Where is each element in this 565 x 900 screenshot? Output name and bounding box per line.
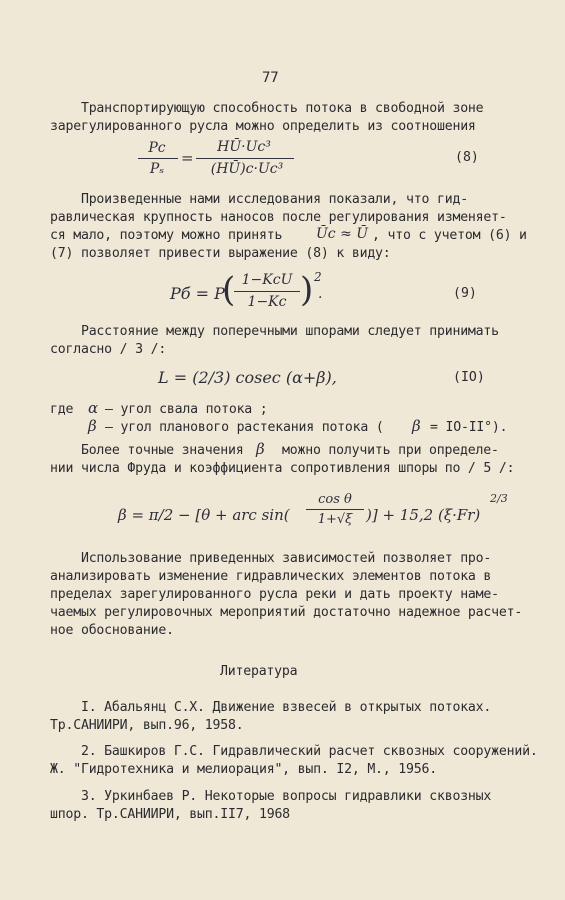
paragraph-5-line-2: анализировать изменение гидравлических элементов потока в (50, 569, 492, 584)
eq9-fraction-bar (234, 291, 300, 292)
eq9-period: . (318, 286, 323, 302)
where-beta-symbol-2: β (412, 417, 421, 435)
eq8-rhs-fraction-bar (196, 158, 294, 159)
paragraph-4-line-2: нии числа Фруда и коэффициента сопротивления шпоры по / 5 /: (50, 461, 515, 476)
paragraph-1-line-2: зарегулированного русла можно определить из соотношения (50, 119, 476, 134)
eq8-lhs-numerator: Pc (148, 140, 166, 156)
eq9-paren-close: ) (300, 270, 314, 310)
where-alpha-text: – угол свала потока ; (105, 402, 268, 417)
ref-1-line-1: I. Абальянц С.Х. Движение взвесей в открытых потоках. (50, 700, 492, 715)
page-number: 77 (262, 70, 279, 86)
paragraph-4-line-1b: можно получить при определе- (282, 443, 499, 458)
eq10-formula: L = (2/3) cosec (α+β), (158, 368, 337, 387)
where-beta-text: – угол планового растекания потока ( (105, 420, 384, 435)
paragraph-2-line-1: Произведенные нами исследования показали, что гид- (50, 192, 468, 207)
paragraph-5-line-4: чаемых регулировочных мероприятий достаточно надежное расчет- (50, 605, 523, 620)
paragraph-5-line-1: Использование приведенных зависимостей позволяет про- (50, 551, 492, 566)
paragraph-2-line-2: равлическая крупность наносов после регулирования изменяет- (50, 210, 507, 225)
eq11-frac-numerator: cos θ (318, 492, 352, 507)
eq9-paren-open: ( (222, 270, 236, 310)
eq8-equals: = (181, 149, 194, 167)
eq11-frac-denominator: 1+√ξ (317, 512, 353, 527)
eq9-exponent: 2 (314, 270, 322, 284)
paragraph-5-line-3: пределах зарегулированного русла реки и дать проекту наме- (50, 587, 499, 602)
paragraph-2-line-3b: , что с учетом (6) и (372, 228, 527, 243)
eq8-lhs-fraction-bar (138, 158, 178, 159)
approx-formula: Ūc ≈ Ū (316, 226, 369, 242)
paragraph-4-line-1a: Более точные значения (50, 443, 244, 458)
ref-3-line-1: 3. Уркинбаев Р. Некоторые вопросы гидравлики сквозных (50, 789, 492, 804)
paragraph-3-line-2: согласно / 3 /: (50, 342, 167, 357)
eq11-exponent: 2/3 (490, 492, 508, 505)
eq11-fraction-bar (306, 509, 364, 510)
where-alpha-symbol: α (88, 399, 99, 417)
eq9-number: (9) (453, 286, 477, 301)
ref-1-line-2: Тр.САНИИРИ, вып.96, 1958. (50, 718, 244, 733)
literature-title: Литература (220, 664, 298, 679)
eq8-number: (8) (455, 150, 479, 165)
eq9-numerator: 1−KcU (241, 272, 293, 288)
where-beta-value: = IO-II°). (430, 420, 508, 435)
paragraph-1-line-1: Транспортирующую способность потока в свободной зоне (50, 101, 484, 116)
where-word: где (50, 402, 74, 417)
paragraph-5-line-5: ное обоснование. (50, 623, 174, 638)
paragraph-4-beta: β (256, 440, 265, 458)
paragraph-2-line-3a: ся мало, поэтому можно принять (50, 228, 283, 243)
eq10-number: (IO) (453, 370, 485, 385)
eq8-rhs-numerator: HŪ·Uc³ (217, 139, 271, 155)
eq8-rhs-denominator: (HŪ)c·Uc³ (210, 161, 284, 177)
ref-3-line-2: шпор. Тр.САНИИРИ, вып.II7, 1968 (50, 807, 290, 822)
ref-2-line-1: 2. Башкиров Г.С. Гидравлический расчет сквозных сооружений. (50, 744, 538, 759)
eq8-lhs-denominator: Pₛ (149, 161, 165, 177)
eq11-start: β = π/2 − [θ + arc sin( (118, 506, 290, 524)
eq9-lhs: Pб = P (170, 284, 225, 303)
paragraph-3-line-1: Расстояние между поперечными шпорами следует принимать (50, 324, 499, 339)
eq9-denominator: 1−Kc (247, 294, 287, 310)
paragraph-2-line-4: (7) позволяет привести выражение (8) к виду: (50, 246, 391, 261)
where-beta-symbol: β (88, 417, 97, 435)
eq11-end: )] + 15,2 (ξ·Fr) (366, 506, 481, 524)
ref-2-line-2: Ж. "Гидротехника и мелиорация", вып. I2, М., 1956. (50, 762, 437, 777)
